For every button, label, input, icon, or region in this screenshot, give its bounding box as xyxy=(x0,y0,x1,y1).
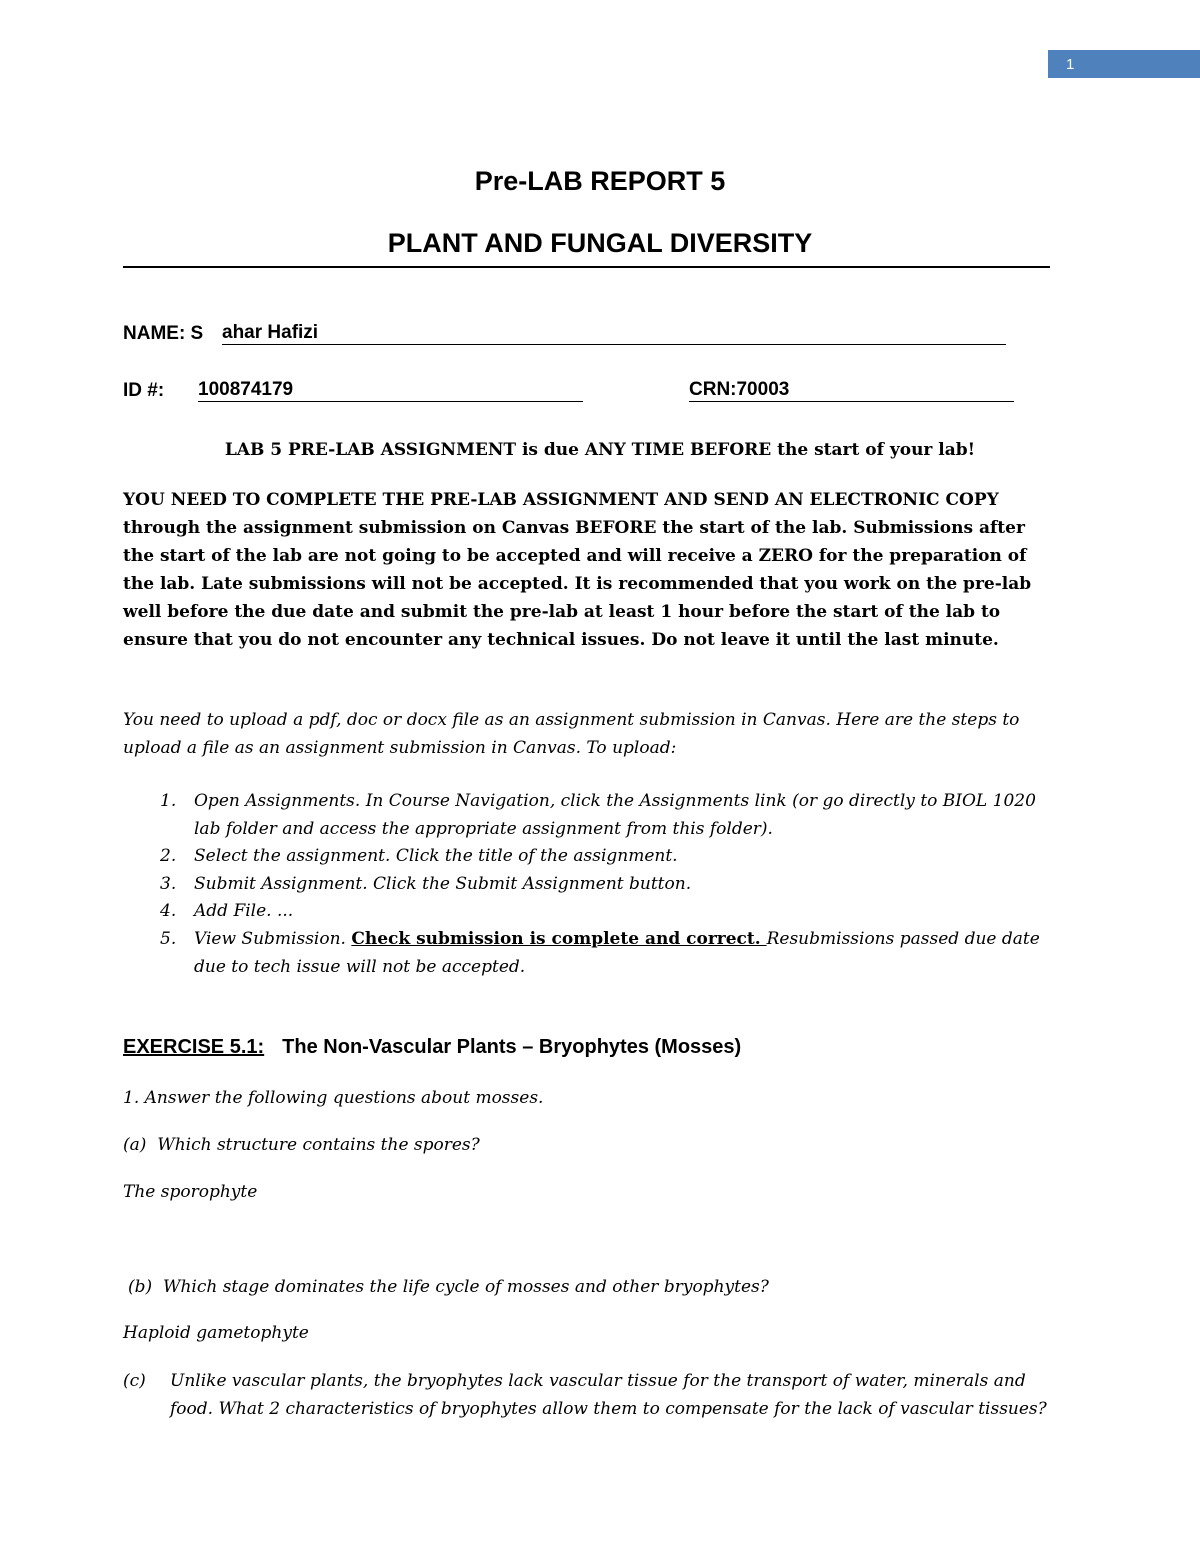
instructions-paragraph: YOU NEED TO COMPLETE THE PRE-LAB ASSIGNMENT AND SEND AN ELECTRONIC COPY through the assignment submission on Canvas BEFORE the start of the lab. Submissions after the start of the lab are not going to be accepted and will receive a ZERO for the preparation of the lab. Late submissions will not be accepted. It is recommended that you work on the pre-lab well before the due date and submit the pre-lab at least 1 hour before the start of the lab to ensure that you do not encounter any technical issues. Do not leave it until the last minute. xyxy=(123,490,1032,650)
id-value: 100874179 xyxy=(198,379,294,400)
question-intro: 1. Answer the following questions about mosses. xyxy=(123,1088,544,1108)
exercise-label: EXERCISE 5.1: xyxy=(123,1036,265,1058)
exercise-title: The Non-Vascular Plants – Bryophytes (Mosses) xyxy=(282,1036,742,1058)
answer-b[interactable]: Haploid gametophyte xyxy=(123,1323,309,1343)
name-field[interactable] xyxy=(222,322,1006,345)
id-field[interactable] xyxy=(198,379,583,402)
answer-a[interactable]: The sporophyte xyxy=(123,1182,258,1202)
name-label: NAME: S xyxy=(123,323,204,344)
question-a: (a) Which structure contains the spores? xyxy=(123,1135,480,1155)
page-number: 1 xyxy=(1066,55,1075,73)
due-notice: LAB 5 PRE-LAB ASSIGNMENT is due ANY TIME BEFORE the start of your lab! xyxy=(224,440,976,460)
list-item: 2. Select the assignment. Click the title of the assignment. xyxy=(160,846,678,867)
list-item: 4. Add File. ... xyxy=(160,901,294,922)
list-item: 1. Open Assignments. In Course Navigation, click the Assignments link (or go directly to BIOL 1020 lab folder and access the appropriate assignment from this folder). xyxy=(160,791,1036,839)
upload-steps-list xyxy=(160,788,1060,981)
list-item: 5. View Submission. Check submission is complete and correct. Resubmissions passed due date due to tech issue will not be accepted. xyxy=(160,928,1040,977)
exercise-heading xyxy=(123,1036,741,1059)
document-subtitle: PLANT AND FUNGAL DIVERSITY xyxy=(387,228,813,258)
emphasis-check-submission: Check submission is complete and correct. xyxy=(351,928,767,949)
document-title: Pre-LAB REPORT 5 xyxy=(474,166,726,196)
name-value: ahar Hafizi xyxy=(222,322,319,343)
crn-field[interactable] xyxy=(689,379,1014,402)
title-divider xyxy=(123,266,1050,268)
question-b: (b) Which stage dominates the life cycle of mosses and other bryophytes? xyxy=(128,1277,769,1297)
list-item: 3. Submit Assignment. Click the Submit Assignment button. xyxy=(160,873,692,894)
question-c: (c) Unlike vascular plants, the bryophytes lack vascular tissue for the transport of water, minerals and food. What 2 characteristics of bryophytes allow them to compensate for the lack of vascular tissues? xyxy=(123,1371,1047,1419)
id-label: ID #: xyxy=(123,380,165,401)
page-number-badge xyxy=(1048,50,1200,78)
crn-label: CRN:70003 xyxy=(689,379,790,400)
upload-intro: You need to upload a pdf, doc or docx file as an assignment submission in Canvas. Here are the steps to upload a file as an assignment submission in Canvas. To upload: xyxy=(123,710,1020,758)
